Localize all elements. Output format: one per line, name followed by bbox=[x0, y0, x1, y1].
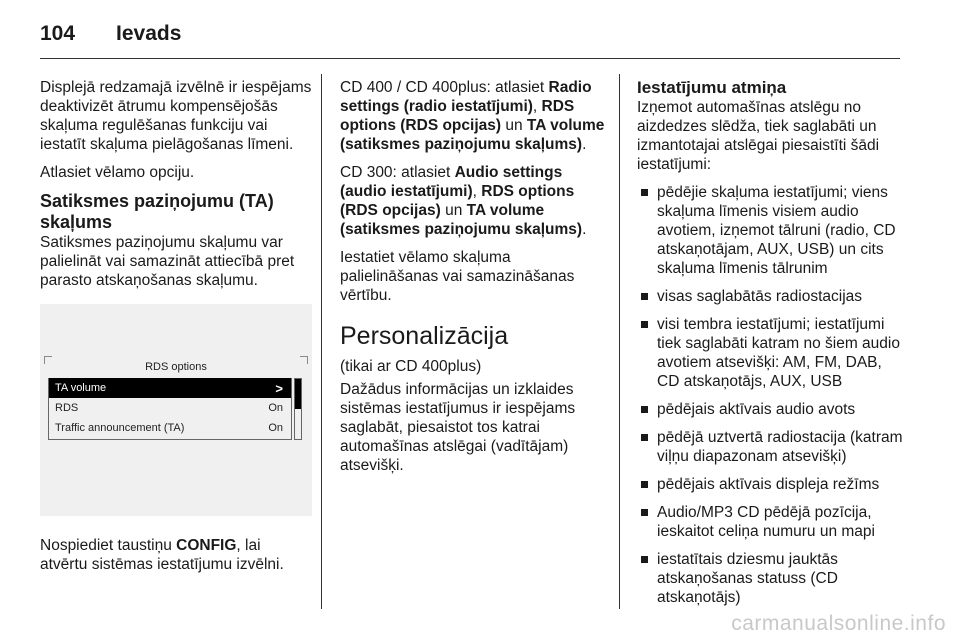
chevron-right-icon: > bbox=[275, 380, 283, 396]
page-number: 104 bbox=[40, 22, 76, 45]
cd400-instruction: CD 400 / CD 400plus: atlasiet Radio settings (radio iestatījumi), RDS options (RDS opcijas) un TA volume (satiksmes paziņojumu skaļums). bbox=[340, 79, 605, 153]
rds-options-panel bbox=[44, 356, 308, 442]
intro-paragraph: Displejā redzamajā izvēlnē ir iespējams deaktivizēt ātrumu kompensējošās skaļuma regulēšanas funkciju vai iestatīt skaļuma pielāgošanas līmeni. bbox=[40, 79, 312, 153]
set-volume-paragraph: Iestatiet vēlamo skaļuma palielināšanas vai samazināšanas vērtību. bbox=[340, 249, 575, 304]
screen-row-label: TA volume bbox=[55, 381, 107, 394]
screen-title: RDS options bbox=[145, 360, 207, 373]
screen-row-value: On bbox=[268, 421, 283, 434]
header-rule bbox=[40, 58, 900, 59]
corner-mark bbox=[300, 356, 308, 364]
screen-row-rds bbox=[49, 398, 291, 418]
display-screenshot bbox=[40, 304, 312, 516]
screen-row-label: RDS bbox=[55, 401, 79, 414]
column-2 bbox=[340, 78, 612, 484]
column-divider-1 bbox=[321, 74, 322, 609]
screen-row-traffic-announcement bbox=[49, 418, 291, 438]
settings-memory-intro: Izņemot automašīnas atslēgu no aizdedzes slēdža, tiek saglabāti un izmantotajai atslēgai piesaistīti šādi iestatījumi: bbox=[637, 99, 880, 173]
screen-row-label: Traffic announcement (TA) bbox=[55, 421, 185, 434]
page-header bbox=[40, 19, 181, 49]
personalization-subtitle: (tikai ar CD 400plus) bbox=[340, 358, 482, 375]
list-item: pēdējais aktīvais audio avots bbox=[637, 400, 907, 419]
settings-memory-list bbox=[637, 183, 907, 607]
watermark: carmanualsonline.info bbox=[731, 612, 946, 635]
personalization-heading: Personalizācija bbox=[340, 322, 509, 350]
list-item: visi tembra iestatījumi; iestatījumi tiek saglabāti katram no šiem audio avotiem atsevišķi: AM, FM, DAB, CD atskaņotājs, AUX, USB bbox=[637, 315, 907, 391]
config-key: CONFIG bbox=[176, 537, 237, 554]
list-item: iestatītais dziesmu jauktās atskaņošanas statuss (CD atskaņotājs) bbox=[637, 550, 907, 607]
personalization-body: Dažādus informācijas un izklaides sistēmas iestatījumus ir iespējams saglabāt, piesaistot tos katrai automašīnas atslēgai (vadītājam) atsevišķi. bbox=[340, 381, 576, 474]
screen-scrollbar bbox=[294, 378, 302, 440]
screen-row-ta-volume bbox=[49, 378, 291, 398]
chapter-title: Ievads bbox=[116, 22, 182, 45]
config-instruction: Nospiediet taustiņu CONFIG, lai atvērtu sistēmas iestatījumu izvēlni. bbox=[40, 537, 284, 573]
screen-row-value: On bbox=[268, 401, 283, 414]
column-3 bbox=[637, 78, 907, 616]
ta-volume-heading: Satiksmes paziņojumu (TA) skaļums bbox=[40, 191, 274, 232]
cd300-instruction: CD 300: atlasiet Audio settings (audio iestatījumi), RDS options (RDS opcijas) un TA volume (satiksmes paziņojumu skaļums). bbox=[340, 164, 587, 238]
screen-scrollbar-thumb bbox=[295, 379, 301, 409]
list-item: visas saglabātās radiostacijas bbox=[637, 287, 907, 306]
column-divider-2 bbox=[619, 74, 620, 609]
screen-menu-list bbox=[48, 378, 292, 440]
list-item: pēdējie skaļuma iestatījumi; viens skaļuma līmenis visiem audio avotiem, izņemot tālruni (radio, CD atskaņotājam, AUX, USB) un cits skaļuma līmenis tālrunim bbox=[637, 183, 907, 278]
list-item: pēdējā uztvertā radiostacija (katram viļņu diapazonam atsevišķi) bbox=[637, 428, 907, 466]
settings-memory-heading: Iestatījumu atmiņa bbox=[637, 78, 787, 97]
list-item: pēdējais aktīvais displeja režīms bbox=[637, 475, 907, 494]
column-1 bbox=[40, 78, 312, 583]
ta-volume-body: Satiksmes paziņojumu skaļumu var palielināt vai samazināt attiecībā pret parasto atskaņošanas skaļumu. bbox=[40, 234, 295, 289]
select-option-paragraph: Atlasiet vēlamo opciju. bbox=[40, 164, 195, 181]
corner-mark bbox=[44, 356, 52, 364]
list-item: Audio/MP3 CD pēdējā pozīcija, ieskaitot celiņa numuru un mapi bbox=[637, 503, 907, 541]
